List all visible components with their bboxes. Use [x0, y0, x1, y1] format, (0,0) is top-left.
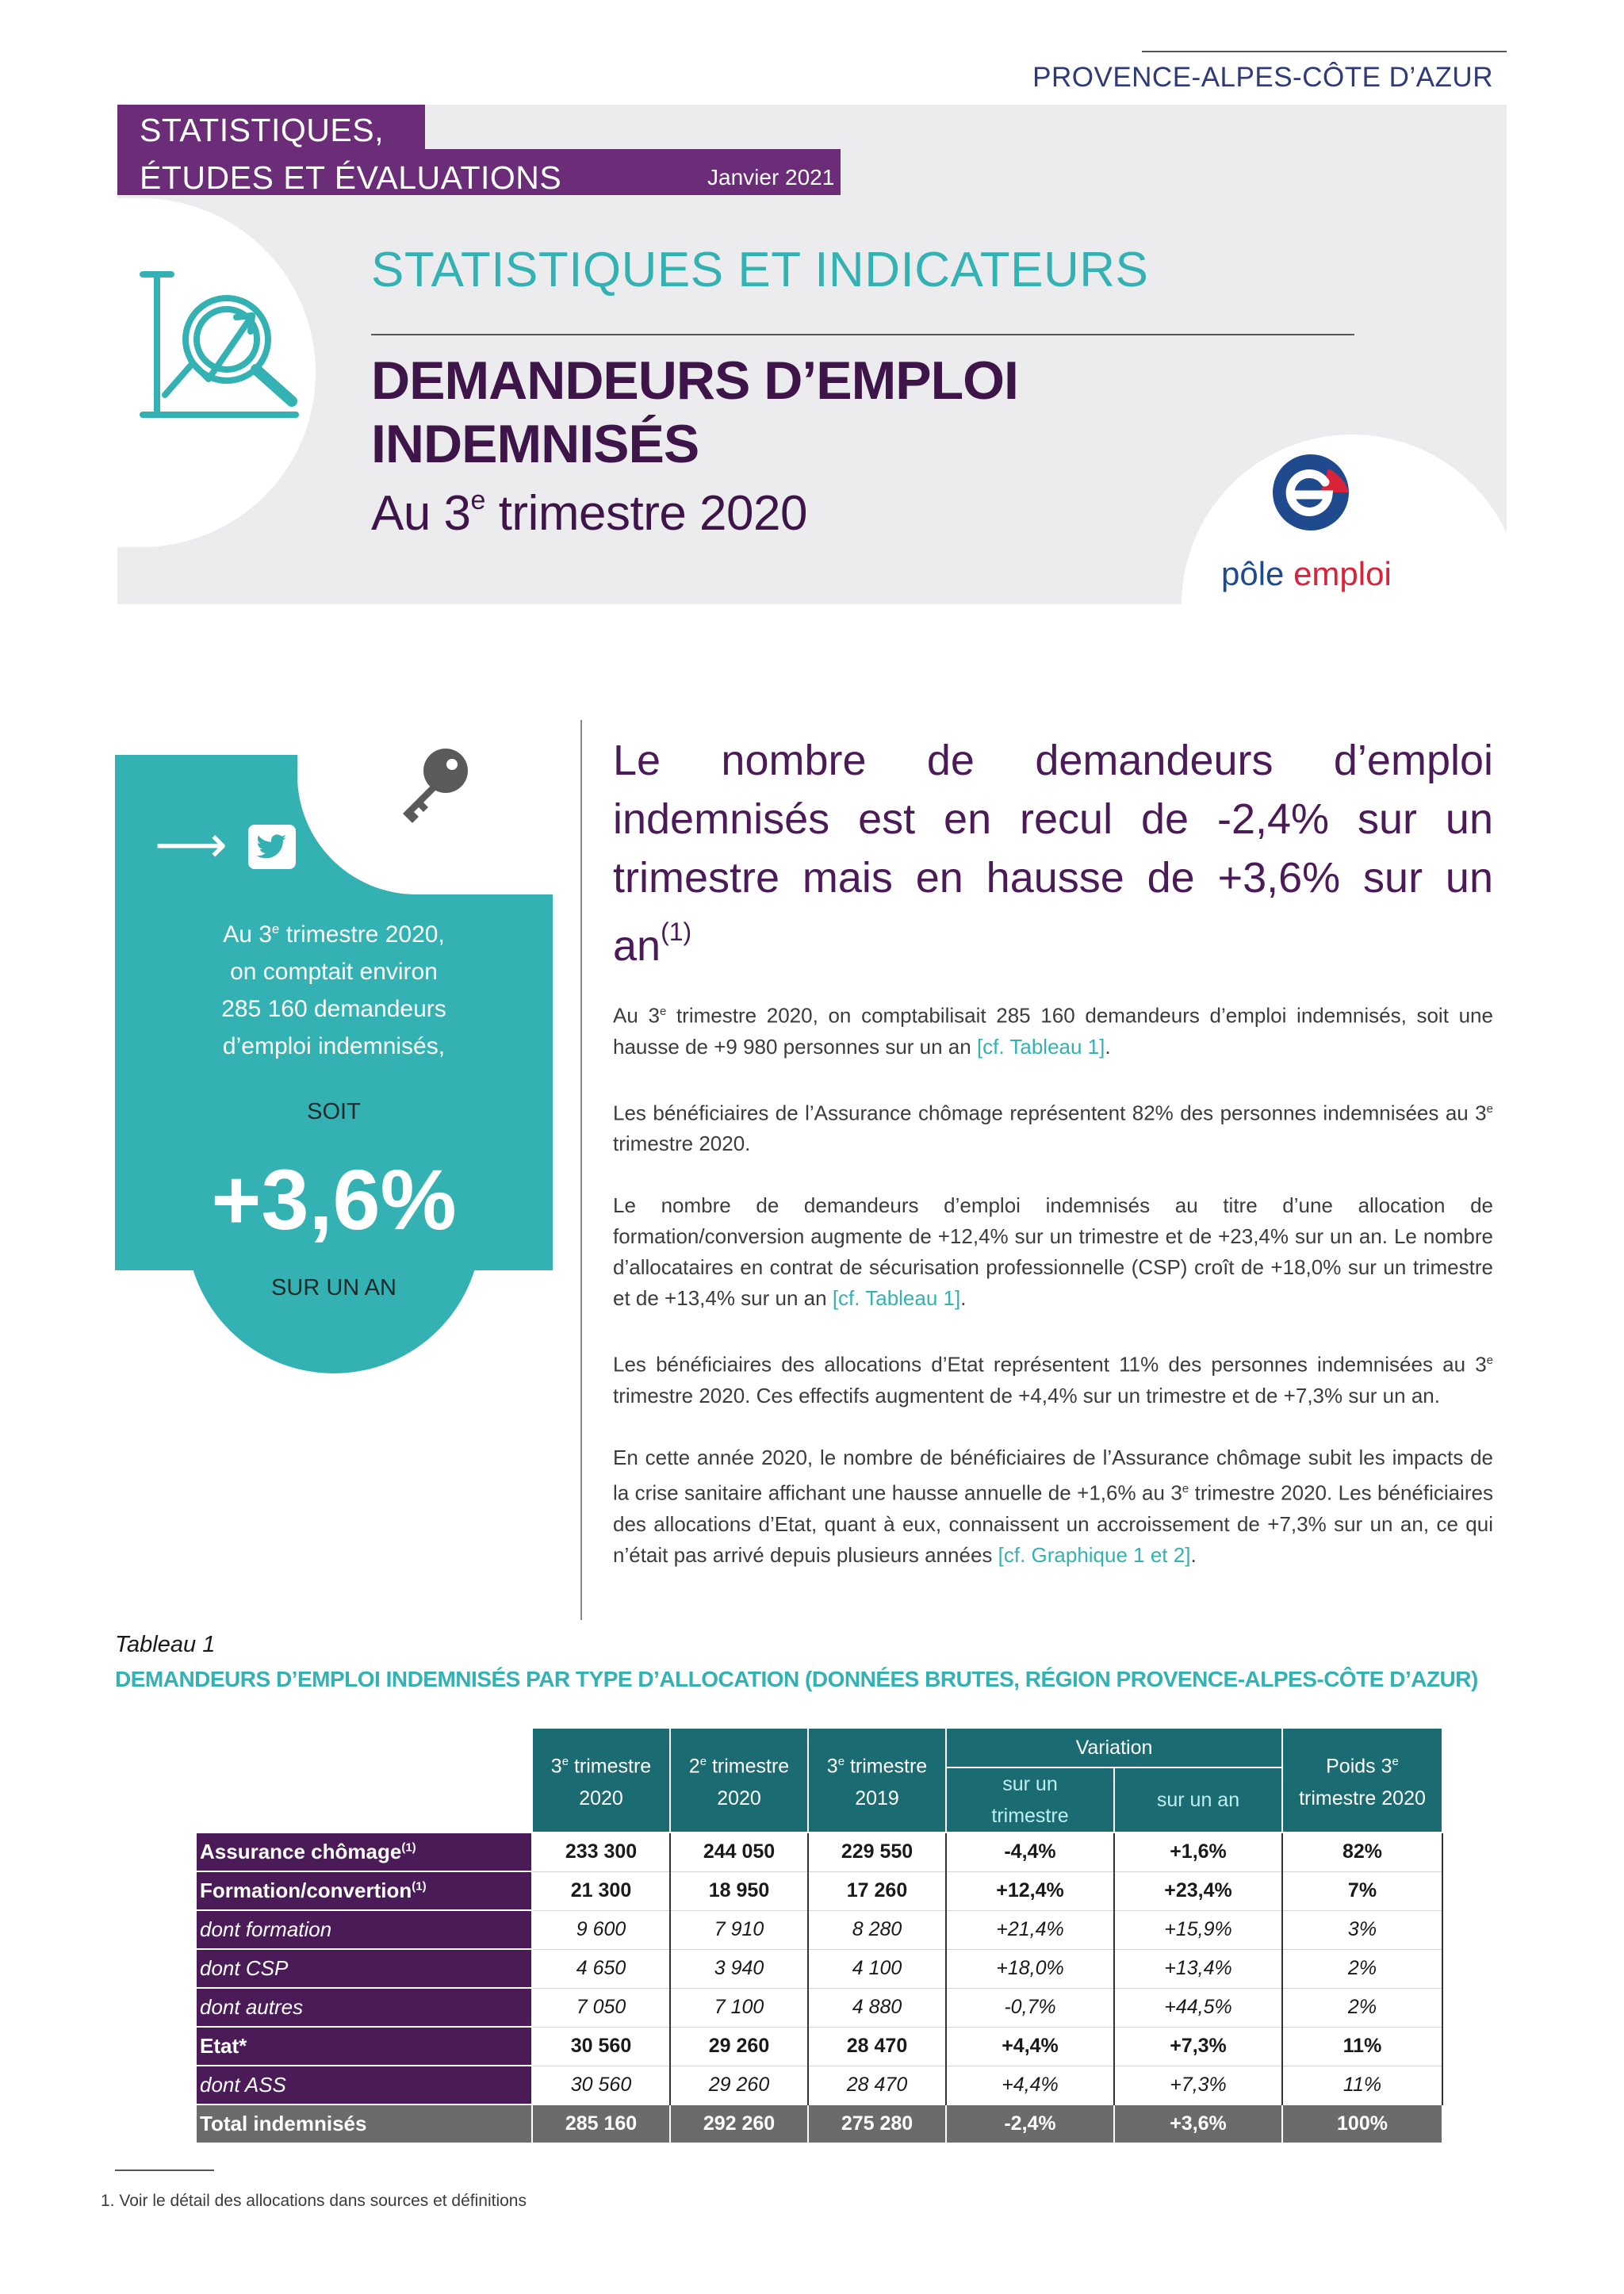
table-cell: +3,6%: [1114, 2104, 1282, 2143]
document-subtitle: Au 3e trimestre 2020: [371, 485, 807, 541]
key-figure-soit: SOIT: [307, 1099, 361, 1124]
table-cell: 9 600: [532, 1910, 670, 1949]
table-cell: +23,4%: [1114, 1871, 1282, 1910]
row-label: Etat*: [196, 2027, 532, 2066]
publication-date: Janvier 2021: [707, 165, 835, 190]
key-figure-caption: SUR UN AN: [271, 1275, 396, 1300]
table-row: [196, 2104, 1442, 2143]
paragraph: Le nombre de demandeurs d’emploi indemnisés au titre d’une allocation de formation/conversion augmente de +12,4% sur un trimestre et de +23,4% sur un an. Le nombre d’allocataires en contrat de sécurisation professionnelle (CSP) croît de +18,0% sur un trimestre et de +13,4% sur un an [cf. Tableau 1].: [613, 1193, 1493, 1311]
table-cell: 28 470: [808, 2027, 946, 2066]
table-cell: +18,0%: [946, 1949, 1114, 1988]
table-cell: -2,4%: [946, 2104, 1114, 2143]
table-cell: -0,7%: [946, 1988, 1114, 2027]
title-rule: [371, 334, 1354, 335]
table-cell: 29 260: [670, 2066, 808, 2104]
body-text: [613, 996, 1493, 1602]
table-cell: 7%: [1282, 1871, 1442, 1910]
table-cell: 4 880: [808, 1988, 946, 2027]
table-cell: 292 260: [670, 2104, 808, 2143]
table-row: [196, 2066, 1442, 2104]
footnote-rule: [115, 2170, 214, 2171]
table-row: [196, 1871, 1442, 1910]
paragraph: Les bénéficiaires des allocations d’Etat représentent 11% des personnes indemnisées au 3e trimestre 2020. Ces effectifs augmentent de +4,4% sur un trimestre et de +7,3% sur un an.: [613, 1352, 1493, 1407]
title-line-2: INDEMNISÉS: [371, 414, 699, 474]
key-figure-text: Au 3e trimestre 2020, on comptait environ 285 160 demandeurs d’emploi indemnisés,: [221, 921, 446, 1059]
table-cell: +4,4%: [946, 2066, 1114, 2104]
table-cell: +4,4%: [946, 2027, 1114, 2066]
region-rule: [1142, 51, 1507, 52]
table-title: DEMANDEURS D’EMPLOI INDEMNISÉS PAR TYPE D’ALLOCATION (DONNÉES BRUTES, RÉGION PROVENCE-ALPES-CÔTE D’AZUR): [115, 1667, 1478, 1691]
series-line-1: STATISTIQUES,: [140, 112, 384, 148]
table-cell: 11%: [1282, 2066, 1442, 2104]
table-cell: +15,9%: [1114, 1910, 1282, 1949]
column-header: 3e trimestre 2020: [532, 1728, 670, 1833]
column-header: sur un an: [1114, 1767, 1282, 1833]
table-row: [196, 1949, 1442, 1988]
table-cell: +7,3%: [1114, 2027, 1282, 2066]
table-cell: 233 300: [532, 1833, 670, 1871]
column-divider: [580, 720, 582, 1620]
row-label: Assurance chômage$^{(1)}$: [196, 1833, 532, 1871]
table-cell: 285 160: [532, 2104, 670, 2143]
table-cell: 30 560: [532, 2066, 670, 2104]
table-cell: 7 910: [670, 1910, 808, 1949]
table-cell: 2%: [1282, 1988, 1442, 2027]
row-label: Formation/convertion$^{(1)}$: [196, 1871, 532, 1910]
table-cell: 229 550: [808, 1833, 946, 1871]
document-kicker: STATISTIQUES ET INDICATEURS: [371, 243, 1149, 297]
chart-magnifier-icon: [133, 268, 308, 427]
table-cell: +1,6%: [1114, 1833, 1282, 1871]
table-row: [196, 1910, 1442, 1949]
table-cell: 30 560: [532, 2027, 670, 2066]
allocation-table: [195, 1727, 1443, 2144]
paragraph: En cette année 2020, le nombre de bénéficiaires de l’Assurance chômage subit les impacts de la crise sanitaire affichant une hausse annuelle de +1,6% au 3e trimestre 2020. Les bénéficiaires des allocations d’Etat, quant à eux, connaissent un accroissement de +7,3% sur un an, ce qui n’était pas arrivé depuis plusieurs années [cf. Graphique 1 et 2].: [613, 1445, 1493, 1567]
key-figure-value: +3,6%: [211, 1151, 457, 1247]
table-cell: 4 650: [532, 1949, 670, 1988]
table-cell: 4 100: [808, 1949, 946, 1988]
document-title: [371, 349, 1018, 476]
table-cell: +7,3%: [1114, 2066, 1282, 2104]
arrow-right-icon: ⟶: [155, 816, 228, 873]
table-cell: 275 280: [808, 2104, 946, 2143]
table-cell: +12,4%: [946, 1871, 1114, 1910]
row-label: dont ASS: [196, 2066, 532, 2104]
table-cell: 21 300: [532, 1871, 670, 1910]
row-label: dont CSP: [196, 1949, 532, 1988]
footnote: 1. Voir le détail des allocations dans sources et définitions: [101, 2192, 527, 2210]
title-line-1: DEMANDEURS D’EMPLOI: [371, 350, 1018, 411]
table-cell: 7 100: [670, 1988, 808, 2027]
table-cell: 17 260: [808, 1871, 946, 1910]
table-cell: +21,4%: [946, 1910, 1114, 1949]
paragraph: Au 3e trimestre 2020, on comptabilisait 285 160 demandeurs d’emploi indemnisés, soit une hausse de +9 980 personnes sur un an [cf. Tableau 1].: [613, 1003, 1493, 1059]
table-cell: -4,4%: [946, 1833, 1114, 1871]
column-header: 2e trimestre 2020: [670, 1728, 808, 1833]
column-group-header: Variation: [946, 1728, 1282, 1767]
table-cell: 3 940: [670, 1949, 808, 1988]
table-cell: 29 260: [670, 2027, 808, 2066]
column-header: Poids 3e trimestre 2020: [1282, 1728, 1442, 1833]
series-title: [140, 106, 561, 201]
table-row: [196, 1988, 1442, 2027]
table-cell: 2%: [1282, 1949, 1442, 1988]
table-reference-link[interactable]: [cf. Tableau 1]: [976, 1034, 1105, 1059]
table-row: [196, 2027, 1442, 2066]
paragraph: Les bénéficiaires de l’Assurance chômage représentent 82% des personnes indemnisées au 3e trimestre 2020.: [613, 1101, 1493, 1156]
table-cell: 28 470: [808, 2066, 946, 2104]
table-cell: 100%: [1282, 2104, 1442, 2143]
table-cell: 8 280: [808, 1910, 946, 1949]
table-cell: 82%: [1282, 1833, 1442, 1871]
chart-reference-link[interactable]: [cf. Graphique 1 et 2]: [998, 1542, 1191, 1567]
table-cell: 18 950: [670, 1871, 808, 1910]
series-line-2: ÉTUDES ET ÉVALUATIONS: [140, 159, 562, 196]
row-label: Total indemnisés: [196, 2104, 532, 2143]
table-cell: 7 050: [532, 1988, 670, 2027]
table-label: Tableau 1: [115, 1632, 216, 1657]
column-header: sur un trimestre: [946, 1767, 1114, 1833]
row-label: dont formation: [196, 1910, 532, 1949]
table-row: [196, 1833, 1442, 1871]
headline: Le nombre de demandeurs d’emploi indemnisés est en recul de -2,4% sur un trimestre mais en hausse de +3,6% sur un $an^{(1)}$: [613, 737, 1493, 970]
table-cell: +44,5%: [1114, 1988, 1282, 2027]
key-icon: [389, 741, 476, 828]
pole-emploi-wordmark: pôle emploi: [1221, 555, 1392, 592]
table-cell: +13,4%: [1114, 1949, 1282, 1988]
row-label: dont autres: [196, 1988, 532, 2027]
table-cell: 244 050: [670, 1833, 808, 1871]
table-cell: 11%: [1282, 2027, 1442, 2066]
twitter-icon[interactable]: [248, 825, 296, 869]
table-reference-link[interactable]: [cf. Tableau 1]: [832, 1286, 961, 1311]
table-cell: 3%: [1282, 1910, 1442, 1949]
region-label: PROVENCE-ALPES-CÔTE D’AZUR: [1032, 62, 1493, 93]
column-header: 3e trimestre 2019: [808, 1728, 946, 1833]
